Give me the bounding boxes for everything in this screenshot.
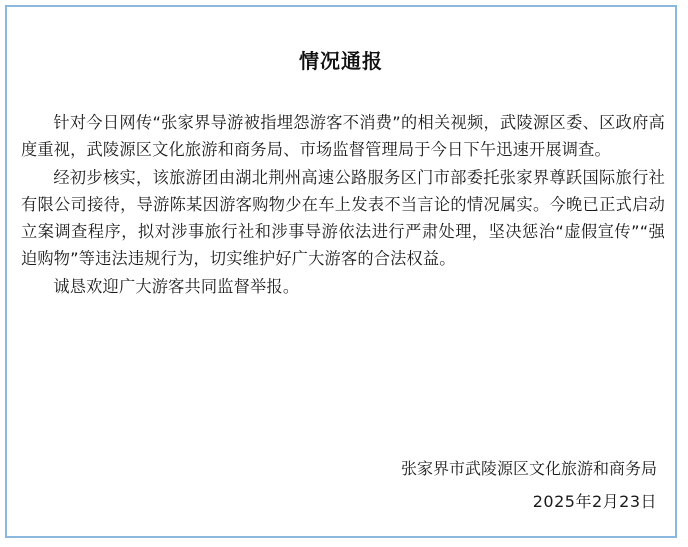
paragraph-invitation: 诚恳欢迎广大游客共同监督举报。 xyxy=(53,276,300,296)
paragraph-findings: 经初步核实，该旅游团由湖北荆州高速公路服务区门市部委托张家界尊跃国际旅行社有限公司接待，导游陈某因游客购物少在车上发表不当言论的情况属实。今晚已正式启动立案调查程序，拟对涉事旅行社和涉事导游依法进行严肃处理，坚决惩治“虚假宣传”“强迫购物”等违法违规行为，切实维护好广大游客的合法权益。 xyxy=(21,167,665,269)
notice-title: 情况通报 xyxy=(299,49,383,73)
paragraph-investigation: 针对今日网传“张家界导游被指埋怨游客不消费”的相关视频，武陵源区委、区政府高度重视，武陵源区文化旅游和商务局、市场监督管理局于今日下午迅速开展调查。 xyxy=(21,113,665,160)
notice-body xyxy=(21,109,665,300)
issuer-signature: 张家界市武陵源区文化旅游和商务局 xyxy=(400,459,657,478)
issue-date: 2025年2月23日 xyxy=(532,492,657,511)
notice-document xyxy=(5,5,677,538)
